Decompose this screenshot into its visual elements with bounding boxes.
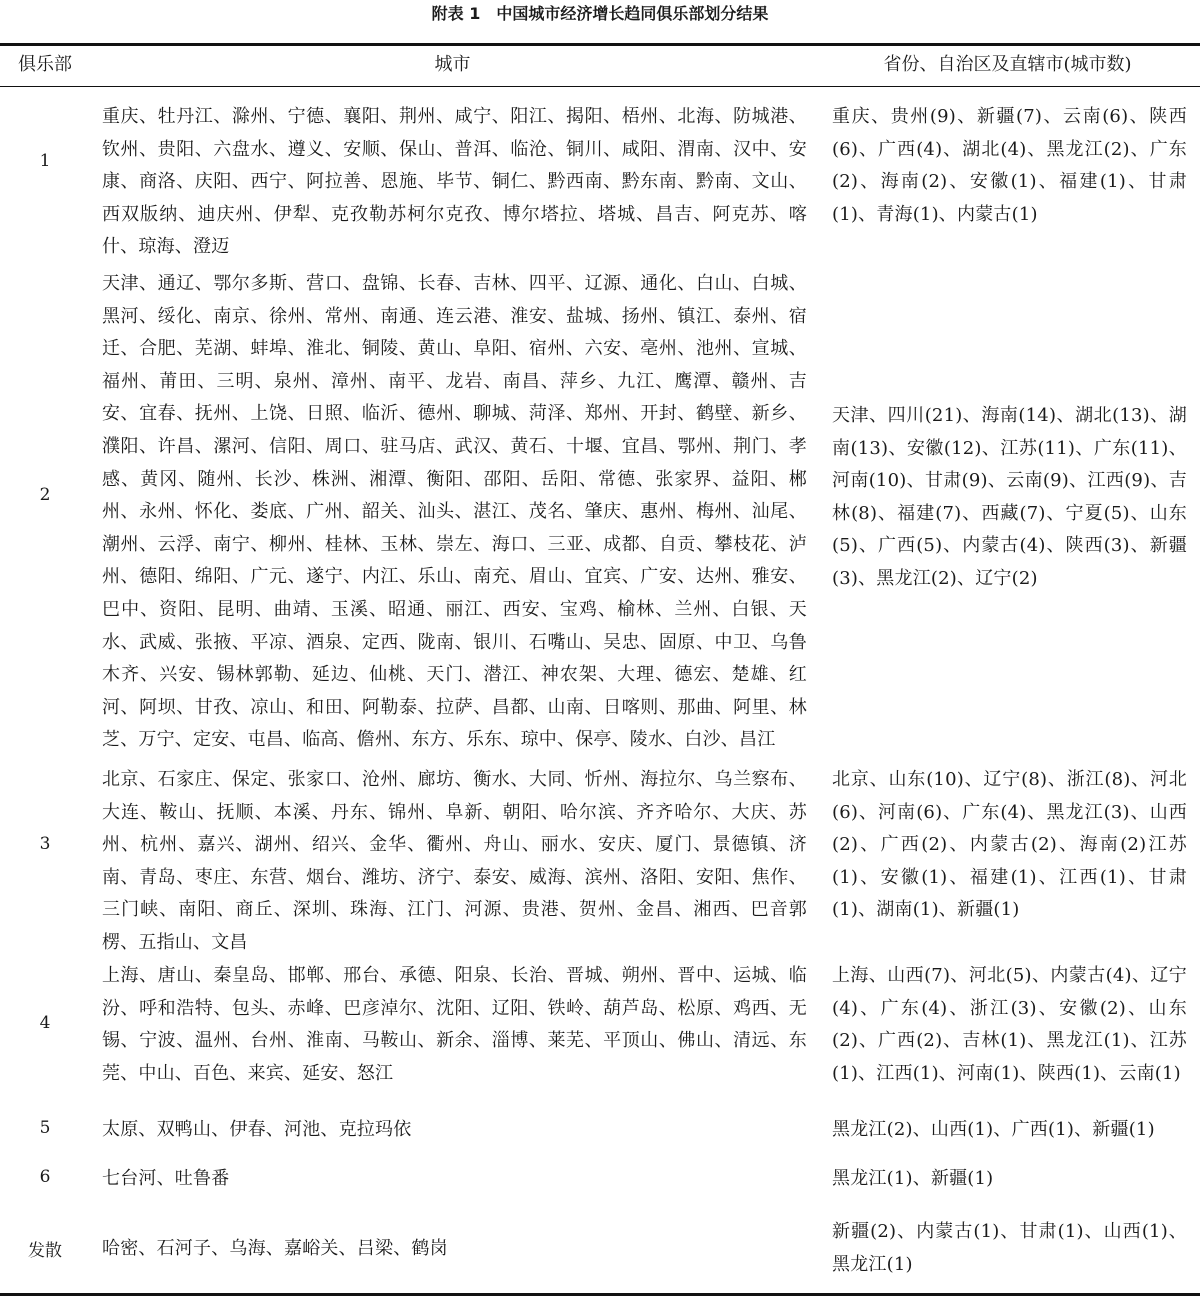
provinces-cell: 上海、山西(7)、河北(5)、内蒙古(4)、辽宁(4)、广东(4)、浙江(3)、安徽(2)、山东(2)、广西(2)、吉林(1)、黑龙江(1)、江苏(1)、江西(1)、河南(1)、陕西(1)、云南(1) (832, 965, 1187, 1084)
top-rule (0, 43, 1200, 46)
provinces-cell: 重庆、贵州(9)、新疆(7)、云南(6)、陕西(6)、广西(4)、湖北(4)、黑龙江(2)、广东(2)、海南(2)、安徽(1)、福建(1)、甘肃(1)、青海(1)、内蒙古(1) (832, 106, 1187, 225)
table-caption (0, 2, 1200, 26)
cities-cell: 天津、通辽、鄂尔多斯、营口、盘锦、长春、吉林、四平、辽源、通化、白山、白城、黑河、绥化、南京、徐州、常州、南通、连云港、淮安、盐城、扬州、镇江、泰州、宿迁、合肥、芜湖、蚌埠、淮北、铜陵、黄山、阜阳、宿州、六安、亳州、池州、宣城、福州、莆田、三明、泉州、漳州、南平、龙岩、南昌、萍乡、九江、鹰潭、赣州、吉安、宜春、抚州、上饶、日照、临沂、德州、聊城、菏泽、郑州、开封、鹤壁、新乡、濮阳、许昌、漯河、信阳、周口、驻马店、武汉、黄石、十堰、宜昌、鄂州、荆门、孝感、黄冈、随州、长沙、株洲、湘潭、衡阳、邵阳、岳阳、常德、张家界、益阳、郴州、永州、怀化、娄底、广州、韶关、汕头、湛江、茂名、肇庆、惠州、梅州、汕尾、潮州、云浮、南宁、柳州、桂林、玉林、崇左、海口、三亚、成都、自贡、攀枝花、泸州、德阳、绵阳、广元、遂宁、内江、乐山、南充、眉山、宜宾、广安、达州、雅安、巴中、资阳、昆明、曲靖、玉溪、昭通、丽江、西安、宝鸡、榆林、兰州、白银、天水、武威、张掖、平凉、酒泉、定西、陇南、银川、石嘴山、吴忠、固原、中卫、乌鲁木齐、兴安、锡林郭勒、延边、仙桃、天门、潜江、神农架、大理、德宏、楚雄、红河、阿坝、甘孜、凉山、和田、阿勒泰、拉萨、昌都、山南、日喀则、那曲、阿里、林芝、万宁、定安、屯昌、临高、儋州、东方、乐东、琼中、保亭、陵水、白沙、昌江 (102, 273, 807, 751)
header-provinces: 省份、自治区及直辖市(城市数) (883, 54, 1132, 75)
provinces-cell: 新疆(2)、内蒙古(1)、甘肃(1)、山西(1)、黑龙江(1) (832, 1221, 1187, 1275)
club-number: 2 (39, 485, 51, 505)
cities-cell: 七台河、吐鲁番 (102, 1168, 230, 1189)
cities-cell: 重庆、牡丹江、滁州、宁德、襄阳、荆州、咸宁、阳江、揭阳、梧州、北海、防城港、钦州、贵阳、六盘水、遵义、安顺、保山、普洱、临沧、铜川、咸阳、渭南、汉中、安康、商洛、庆阳、西宁、阿拉善、恩施、毕节、铜仁、黔西南、黔东南、黔南、文山、西双版纳、迪庆州、伊犁、克孜勒苏柯尔克孜、博尔塔拉、塔城、昌吉、阿克苏、喀什、琼海、澄迈 (102, 106, 807, 258)
club-divergent: 发散 (28, 1241, 62, 1261)
table-number: 附表 1 (431, 4, 481, 23)
cities-cell: 太原、双鸭山、伊春、河池、克拉玛依 (102, 1119, 412, 1140)
club-number: 1 (39, 151, 51, 171)
header-club: 俱乐部 (18, 54, 72, 75)
header-rule (0, 86, 1200, 87)
club-number: 6 (39, 1167, 51, 1187)
provinces-cell: 黑龙江(2)、山西(1)、广西(1)、新疆(1) (832, 1119, 1155, 1140)
provinces-cell: 北京、山东(10)、辽宁(8)、浙江(8)、河北(6)、河南(6)、广东(4)、黑龙江(3)、山西(2)、广西(2)、内蒙古(2)、海南(2)江苏(1)、安徽(1)、福建(1)、江西(1)、甘肃(1)、湖南(1)、新疆(1) (832, 769, 1187, 921)
provinces-cell: 黑龙江(1)、新疆(1) (832, 1168, 994, 1189)
cities-cell: 哈密、石河子、乌海、嘉峪关、吕梁、鹤岗 (102, 1238, 448, 1259)
cities-cell: 上海、唐山、秦皇岛、邯郸、邢台、承德、阳泉、长治、晋城、朔州、晋中、运城、临汾、呼和浩特、包头、赤峰、巴彦淖尔、沈阳、辽阳、铁岭、葫芦岛、松原、鸡西、无锡、宁波、温州、台州、淮南、马鞍山、新余、淄博、莱芜、平顶山、佛山、清远、东莞、中山、百色、来宾、延安、怒江 (102, 965, 807, 1084)
club-number: 5 (39, 1118, 51, 1138)
club-number: 4 (39, 1013, 51, 1033)
cities-cell: 北京、石家庄、保定、张家口、沧州、廊坊、衡水、大同、忻州、海拉尔、乌兰察布、大连、鞍山、抚顺、本溪、丹东、锦州、阜新、朝阳、哈尔滨、齐齐哈尔、大庆、苏州、杭州、嘉兴、湖州、绍兴、金华、衢州、舟山、丽水、安庆、厦门、景德镇、济南、青岛、枣庄、东营、烟台、潍坊、济宁、泰安、威海、滨州、洛阳、安阳、焦作、三门峡、南阳、商丘、深圳、珠海、江门、河源、贵港、贺州、金昌、湘西、巴音郭楞、五指山、文昌 (102, 769, 807, 953)
table-title: 中国城市经济增长趋同俱乐部划分结果 (496, 4, 769, 23)
club-number: 3 (39, 834, 51, 854)
bottom-rule (0, 1293, 1200, 1296)
provinces-cell: 天津、四川(21)、海南(14)、湖北(13)、湖南(13)、安徽(12)、江苏(11)、广东(11)、河南(10)、甘肃(9)、云南(9)、江西(9)、吉林(8)、福建(7)、西藏(7)、宁夏(5)、山东(5)、广西(5)、内蒙古(4)、陕西(3)、新疆(3)、黑龙江(2)、辽宁(2) (832, 405, 1187, 589)
header-cities: 城市 (434, 54, 471, 75)
